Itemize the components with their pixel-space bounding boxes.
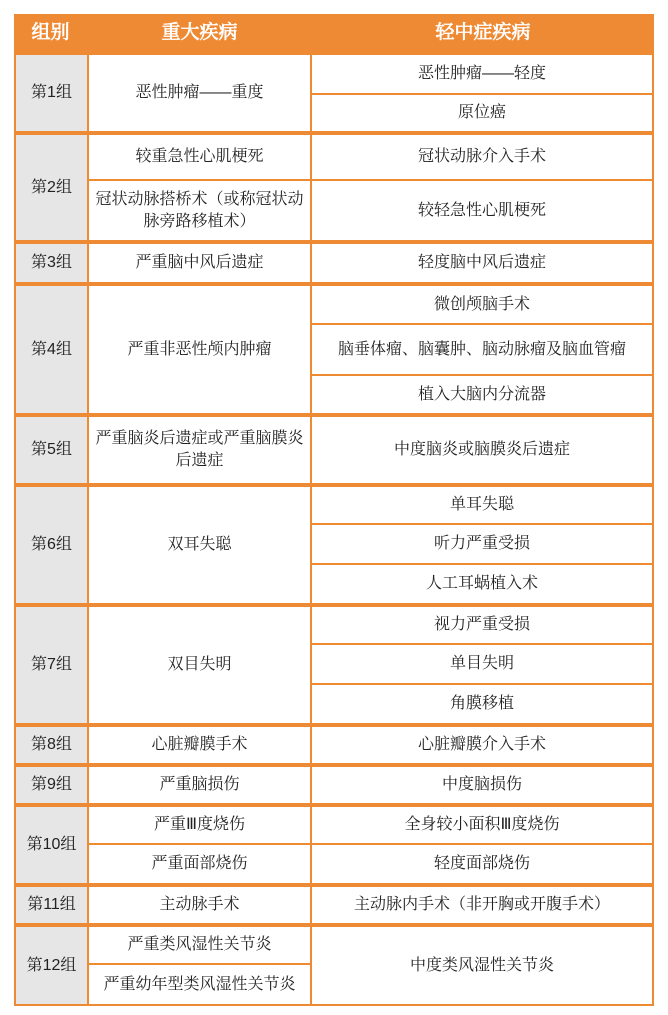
group-label: 第1组 [16, 55, 87, 131]
major-disease-cell: 严重幼年型类风湿性关节炎 [89, 965, 310, 1004]
minor-disease-cell: 中度类风湿性关节炎 [312, 927, 652, 1004]
minor-disease-cell: 植入大脑内分流器 [312, 376, 652, 413]
major-disease-cell: 严重非恶性颅内肿瘤 [89, 286, 310, 413]
minor-disease-cell: 微创颅脑手术 [312, 286, 652, 323]
group-label: 第7组 [16, 607, 87, 723]
minor-disease-cell: 角膜移植 [312, 685, 652, 723]
major-disease-cell: 双耳失聪 [89, 487, 310, 603]
major-disease-cell: 冠状动脉搭桥术（或称冠状动脉旁路移植术） [89, 181, 310, 240]
major-disease-cell: 恶性肿瘤——重度 [89, 55, 310, 131]
minor-disease-cell: 脑垂体瘤、脑囊肿、脑动脉瘤及脑血管瘤 [312, 325, 652, 374]
minor-disease-cell: 轻度脑中风后遗症 [312, 244, 652, 282]
major-disease-cell: 较重急性心肌梗死 [89, 135, 310, 179]
minor-disease-cell: 主动脉内手术（非开胸或开腹手术） [312, 887, 652, 923]
major-disease-cell: 严重Ⅲ度烧伤 [89, 807, 310, 843]
minor-disease-cell: 较轻急性心肌梗死 [312, 181, 652, 240]
minor-disease-cell: 中度脑损伤 [312, 767, 652, 803]
minor-disease-cell: 心脏瓣膜介入手术 [312, 727, 652, 763]
disease-table [14, 14, 654, 1006]
minor-disease-cell: 单耳失聪 [312, 487, 652, 523]
major-disease-cell: 严重面部烧伤 [89, 845, 310, 883]
group-label: 第11组 [16, 887, 87, 923]
minor-disease-cell: 视力严重受损 [312, 607, 652, 643]
major-disease-cell: 严重脑中风后遗症 [89, 244, 310, 282]
header-minor-disease: 轻中症疾病 [435, 21, 531, 43]
minor-disease-cell: 单目失明 [312, 645, 652, 683]
major-disease-cell: 双目失明 [89, 607, 310, 723]
minor-disease-cell: 人工耳蜗植入术 [312, 565, 652, 603]
minor-disease-cell: 中度脑炎或脑膜炎后遗症 [312, 417, 652, 483]
group-label: 第4组 [16, 286, 87, 413]
minor-disease-cell: 听力严重受损 [312, 525, 652, 563]
group-label: 第2组 [16, 135, 87, 240]
group-label: 第12组 [16, 927, 87, 1004]
minor-disease-cell: 原位癌 [312, 95, 652, 131]
minor-disease-cell: 恶性肿瘤——轻度 [312, 55, 652, 93]
minor-disease-cell: 轻度面部烧伤 [312, 845, 652, 883]
major-disease-cell: 主动脉手术 [89, 887, 310, 923]
group-label: 第5组 [16, 417, 87, 483]
header-major-disease: 重大疾病 [161, 21, 238, 43]
major-disease-cell: 心脏瓣膜手术 [89, 727, 310, 763]
minor-disease-cell: 全身较小面积Ⅲ度烧伤 [312, 807, 652, 843]
major-disease-cell: 严重脑损伤 [89, 767, 310, 803]
group-label: 第9组 [16, 767, 87, 803]
minor-disease-cell: 冠状动脉介入手术 [312, 135, 652, 179]
header-group: 组别 [31, 21, 70, 43]
major-disease-cell: 严重类风湿性关节炎 [89, 927, 310, 963]
major-disease-cell: 严重脑炎后遗症或严重脑膜炎后遗症 [89, 417, 310, 483]
group-label: 第3组 [16, 244, 87, 282]
group-label: 第8组 [16, 727, 87, 763]
group-label: 第6组 [16, 487, 87, 603]
group-label: 第10组 [16, 807, 87, 883]
